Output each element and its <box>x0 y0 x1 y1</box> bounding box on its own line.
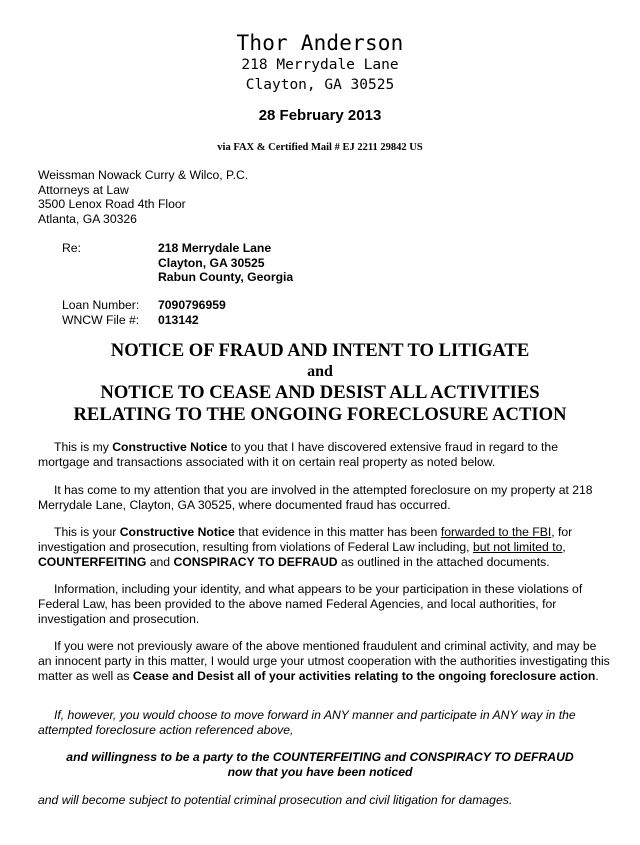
file-number-label: WNCW File #: <box>62 312 140 327</box>
paragraph-4: Information, including your identity, and what appears to be your participation in these violations of Federal Law, has been provided to the above named Federal Agencies, and local authorities, for investigation and prosecution. <box>38 582 583 626</box>
loan-number-value: 7090796959 <box>158 298 226 312</box>
sender-city: Clayton, GA 30525 <box>245 77 395 93</box>
recipient-street: 3500 Lenox Road 4th Floor <box>38 197 186 211</box>
paragraph-2: It has come to my attention that you are involved in the attempted foreclosure on my property at 218 Merrydale Lane, Clayton, GA 30525, where documented fraud has occurred. <box>38 483 593 512</box>
loan-number-label: Loan Number: <box>62 298 140 312</box>
notice-title-and: and <box>307 363 333 380</box>
warning-line-2: now that you have been noticed <box>227 765 413 779</box>
re-line-2: Clayton, GA 30525 <box>158 255 265 270</box>
warning-line-1: and willingness to be a party to the COUNTERFEITING and CONSPIRACY TO DEFRAUD <box>66 750 574 764</box>
closing-line: and will become subject to potential criminal prosecution and civil litigation for damages. <box>38 793 513 807</box>
notice-title-1: NOTICE OF FRAUD AND INTENT TO LITIGATE <box>110 340 530 361</box>
recipient-title: Attorneys at Law <box>38 182 129 197</box>
re-label: Re: <box>62 241 81 255</box>
recipient-city: Atlanta, GA 30326 <box>38 211 137 226</box>
paragraph-3: This is your Constructive Notice that evidence in this matter has been forwarded to the FBI, for investigation and prosecution, resulting from violations of Federal Law including, but not limited to, COUNTERFEITING and CONSPIRACY TO DEFRAUD as outlined in the attached documents. <box>38 525 573 569</box>
recipient-firm: Weissman Nowack Curry & Wilco, P.C. <box>38 168 249 182</box>
delivery-method: via FAX & Certified Mail # EJ 2211 29842 US <box>217 142 423 153</box>
letter-date: 28 February 2013 <box>258 107 382 124</box>
sender-name: Thor Anderson <box>236 31 404 55</box>
recipient-address <box>38 168 248 226</box>
paragraph-5: If you were not previously aware of the above mentioned fraudulent and criminal activity, and may be an innocent party in this matter, I would urge your utmost cooperation with the authorities investigating this matter as well as Cease and Desist all of your activities relating to the ongoing foreclosure action. <box>38 639 610 683</box>
notice-title-3: RELATING TO THE ONGOING FORECLOSURE ACTION <box>73 404 567 425</box>
paragraph-1: This is my Constructive Notice to you that I have discovered extensive fraud in regard to the mortgage and transactions associated with it on certain real property as noted below. <box>38 440 558 469</box>
notice-title-2: NOTICE TO CEASE AND DESIST ALL ACTIVITIES <box>100 382 540 403</box>
file-number-value: 013142 <box>158 312 199 327</box>
paragraph-6: If, however, you would choose to move forward in ANY manner and participate in ANY way in the attempted foreclosure action referenced above, <box>38 708 576 737</box>
re-line-3: Rabun County, Georgia <box>158 270 294 284</box>
sender-street: 218 Merrydale Lane <box>241 57 399 73</box>
re-line-1: 218 Merrydale Lane <box>158 241 272 255</box>
